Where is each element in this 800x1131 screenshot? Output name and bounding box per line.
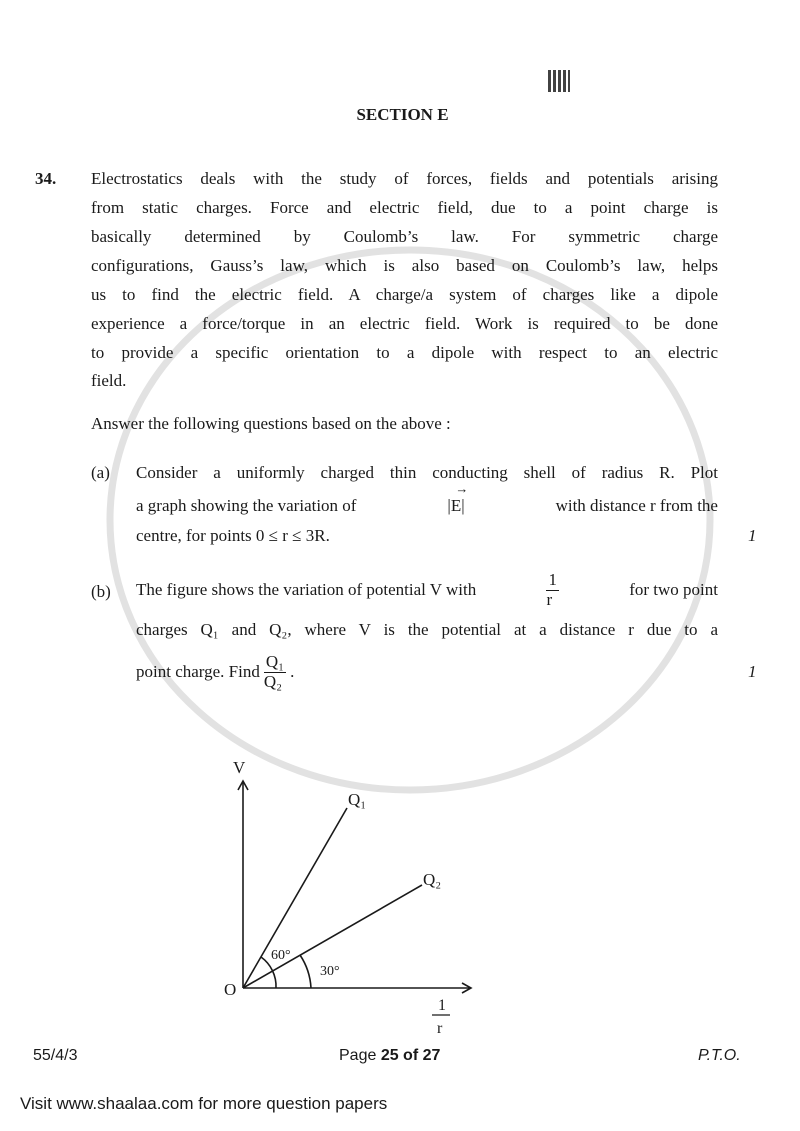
angle-30-label: 30° — [320, 964, 340, 979]
denominator: r — [546, 589, 553, 609]
passage-line: us to find the electric field. A charge/a system of charges like a dipole — [91, 285, 718, 304]
page-total: 27 — [422, 1047, 441, 1064]
page-of: of — [398, 1047, 423, 1064]
part-b-text: The figure shows the variation of potential V with — [136, 580, 477, 599]
passage-line: from static charges. Force and electric field, due to a point charge is — [91, 198, 718, 217]
origin-label: O — [224, 980, 237, 999]
part-b-line: charges Q₁ and Q₂, where V is the potential at a distance r due to a — [136, 620, 718, 639]
part-b-text: for two point — [629, 580, 718, 599]
part-b-text: point charge. Find — [136, 662, 260, 681]
paper-code: 55/4/3 — [33, 1047, 78, 1064]
q1-line — [243, 808, 347, 988]
q2-label: Q₂ — [423, 870, 442, 889]
page-current: 25 — [380, 1047, 399, 1064]
x-axis-numerator: 1 — [438, 997, 446, 1014]
part-a-marks: 1 — [748, 526, 757, 545]
e-field-symbol: |E| — [447, 496, 465, 515]
q1-label: Q₁ — [348, 790, 367, 809]
period: . — [290, 662, 295, 681]
passage-line: configurations, Gauss’s law, which is also based on Coulomb’s law, helps — [91, 256, 718, 275]
part-a-text: with distance r from the — [555, 496, 718, 515]
x-axis-denominator: r — [437, 1020, 443, 1037]
pto-label: P.T.O. — [698, 1047, 741, 1064]
passage-line: Electrostatics deals with the study of forces, fields and potentials arising — [91, 169, 718, 188]
passage-line: to provide a specific orientation to a dipole with respect to an electric — [91, 343, 718, 362]
page-number — [339, 1047, 440, 1065]
part-a-line: Consider a uniformly charged thin conducting shell of radius R. Plot — [136, 463, 718, 482]
passage-line: basically determined by Coulomb’s law. For symmetric charge — [91, 227, 718, 246]
section-title: SECTION E — [356, 105, 449, 124]
visit-link[interactable]: Visit www.shaalaa.com for more question papers — [20, 1094, 388, 1113]
angle-30-arc — [300, 955, 311, 988]
part-b-marks: 1 — [748, 662, 757, 681]
v-axis-label: V — [233, 758, 246, 777]
numerator: Q₁ — [265, 651, 285, 671]
instruction: Answer the following questions based on the above : — [91, 414, 451, 433]
part-a-label: (a) — [91, 463, 110, 482]
passage-line: field. — [91, 371, 127, 390]
denominator: Q₂ — [263, 671, 283, 691]
part-a-line: centre, for points 0 ≤ r ≤ 3R. — [136, 526, 330, 545]
part-b-label: (b) — [91, 582, 111, 601]
passage-line: experience a force/torque in an electric field. Work is required to be done — [91, 314, 718, 333]
numerator: 1 — [548, 569, 557, 589]
vector-arrow-icon: → — [455, 481, 469, 496]
part-a-text: a graph showing the variation of — [136, 496, 357, 515]
question-number: 34. — [35, 169, 57, 188]
page-prefix: Page — [339, 1047, 381, 1064]
angle-60-label: 60° — [271, 948, 291, 963]
